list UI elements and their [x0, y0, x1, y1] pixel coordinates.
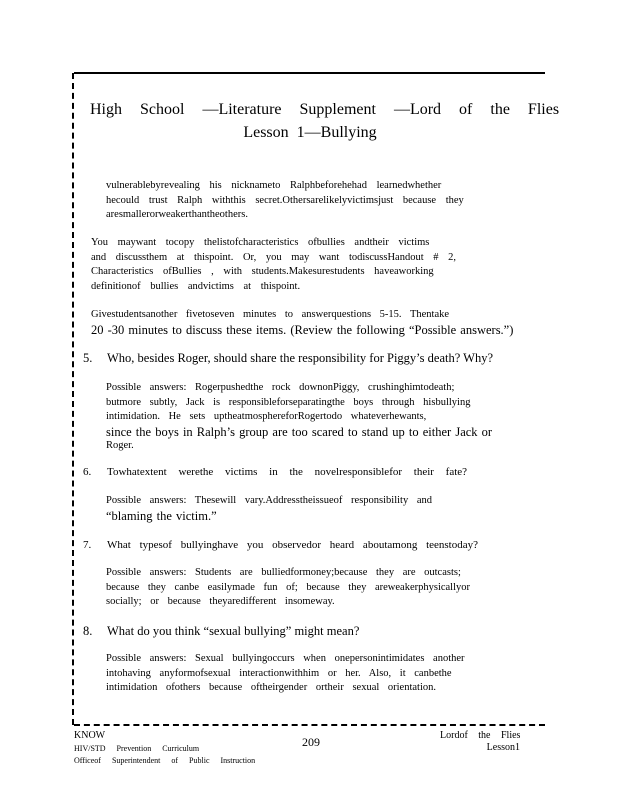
- answer-7: [106, 566, 470, 610]
- left-dashed-border: [72, 73, 74, 725]
- top-border-rule: [74, 72, 545, 74]
- answer-line: Roger.: [106, 440, 134, 451]
- answer-line: socially; or because theyaredifferent insomeway.: [106, 596, 335, 607]
- footer-curriculum: HIV/STD Prevention Curriculum: [74, 744, 200, 753]
- question-number: 5.: [83, 351, 93, 365]
- answer-5: [106, 381, 492, 454]
- footer-org: KNOW: [74, 730, 106, 741]
- answer-line: intimidation ofothers because oftheirgender ortheir sexual orientation.: [106, 682, 437, 693]
- paragraph-line: You maywant tocopy thelistofcharacteristics ofbullies andtheir victims: [91, 237, 430, 248]
- paragraph-handout: [91, 236, 456, 294]
- footer-office: Officeof Superintendent of Public Instruction: [74, 756, 256, 765]
- bottom-dashed-border: [74, 724, 545, 726]
- answer-line: Possible answers: Thesewill vary.Addresstheissueof responsibility and: [106, 495, 432, 506]
- answer-8: [106, 652, 465, 696]
- answer-line: Possible answers: Sexual bullyingoccurs when onepersonintimidates another: [106, 653, 465, 664]
- answer-6: [106, 494, 432, 523]
- paragraph-line: Givestudentsanother fivetoseven minutes to answerquestions 5-15. Thentake: [91, 309, 450, 320]
- paragraph-line: vulnerablebyrevealing his nicknameto Ralphbeforehehad learnedwhether: [106, 180, 442, 191]
- footer-right: [440, 730, 520, 754]
- question-text: What do you think “sexual bullying” might mean?: [107, 624, 360, 638]
- question-number: 6.: [83, 466, 92, 478]
- question-number: 8.: [83, 624, 93, 638]
- title-line-2: Lesson 1—Bullying: [243, 124, 377, 141]
- paragraph-line: definitionof bullies andvictims at thispoint.: [91, 280, 301, 292]
- paragraph-instructions: [91, 308, 513, 337]
- paragraph-line: aresmallerorweakerthantheothers.: [106, 209, 248, 220]
- answer-line: Possible answers: Rogerpushedthe rock downonPiggy, crushinghimtodeath;: [106, 382, 455, 393]
- answer-line: Possible answers: Students are bulliedformoney;because they are outcasts;: [106, 567, 461, 578]
- answer-line: intohaving anyformofsexual interactionwithhim or her. Also, it canbethe: [106, 667, 452, 679]
- paragraph-line: 20 -30 minutes to discuss these items. (Review the following “Possible answers.”): [91, 322, 514, 337]
- paragraph-line: Characteristics ofBullies , with students.Makesurestudents haveaworking: [91, 266, 434, 277]
- title-line-1: High School —Literature Supplement —Lord of the Flies: [90, 101, 560, 118]
- answer-line: since the boys in Ralph’s group are too scared to stand up to either Jack or: [106, 424, 493, 439]
- answer-line: intimidation. He sets uptheatmosphereforRogertodo whateverhewants,: [106, 411, 427, 422]
- paragraph-line: and discussthem at thispoint. Or, you may want todiscussHandout # 2,: [91, 251, 457, 263]
- page-header: [90, 101, 560, 142]
- answer-line: “blaming the victim.”: [106, 508, 217, 523]
- answer-line: butmore subtly, Jack is responsibleforseparatingthe boys through hisbullying: [106, 396, 471, 408]
- answer-line: because they canbe easilymade fun of; because they areweakerphysicallyor: [106, 581, 471, 593]
- page-number: 209: [302, 735, 320, 749]
- question-number: 7.: [83, 539, 92, 551]
- question-text: Towhatextent werethe victims in the novelresponsiblefor their fate?: [107, 466, 468, 478]
- footer-book-title: Lordof the Flies: [440, 730, 521, 741]
- footer-left: [74, 730, 105, 742]
- footer-lesson: Lesson1: [486, 742, 520, 753]
- question-text: Who, besides Roger, should share the responsibility for Piggy’s death? Why?: [107, 351, 494, 365]
- paragraph-intro: [106, 179, 464, 223]
- paragraph-line: hecould trust Ralph withthis secret.Othersarelikelyvictimsjust because they: [106, 194, 464, 206]
- question-text: What typesof bullyinghave you observedor heard aboutamong teenstoday?: [107, 539, 478, 551]
- footer-left-details: [74, 743, 255, 767]
